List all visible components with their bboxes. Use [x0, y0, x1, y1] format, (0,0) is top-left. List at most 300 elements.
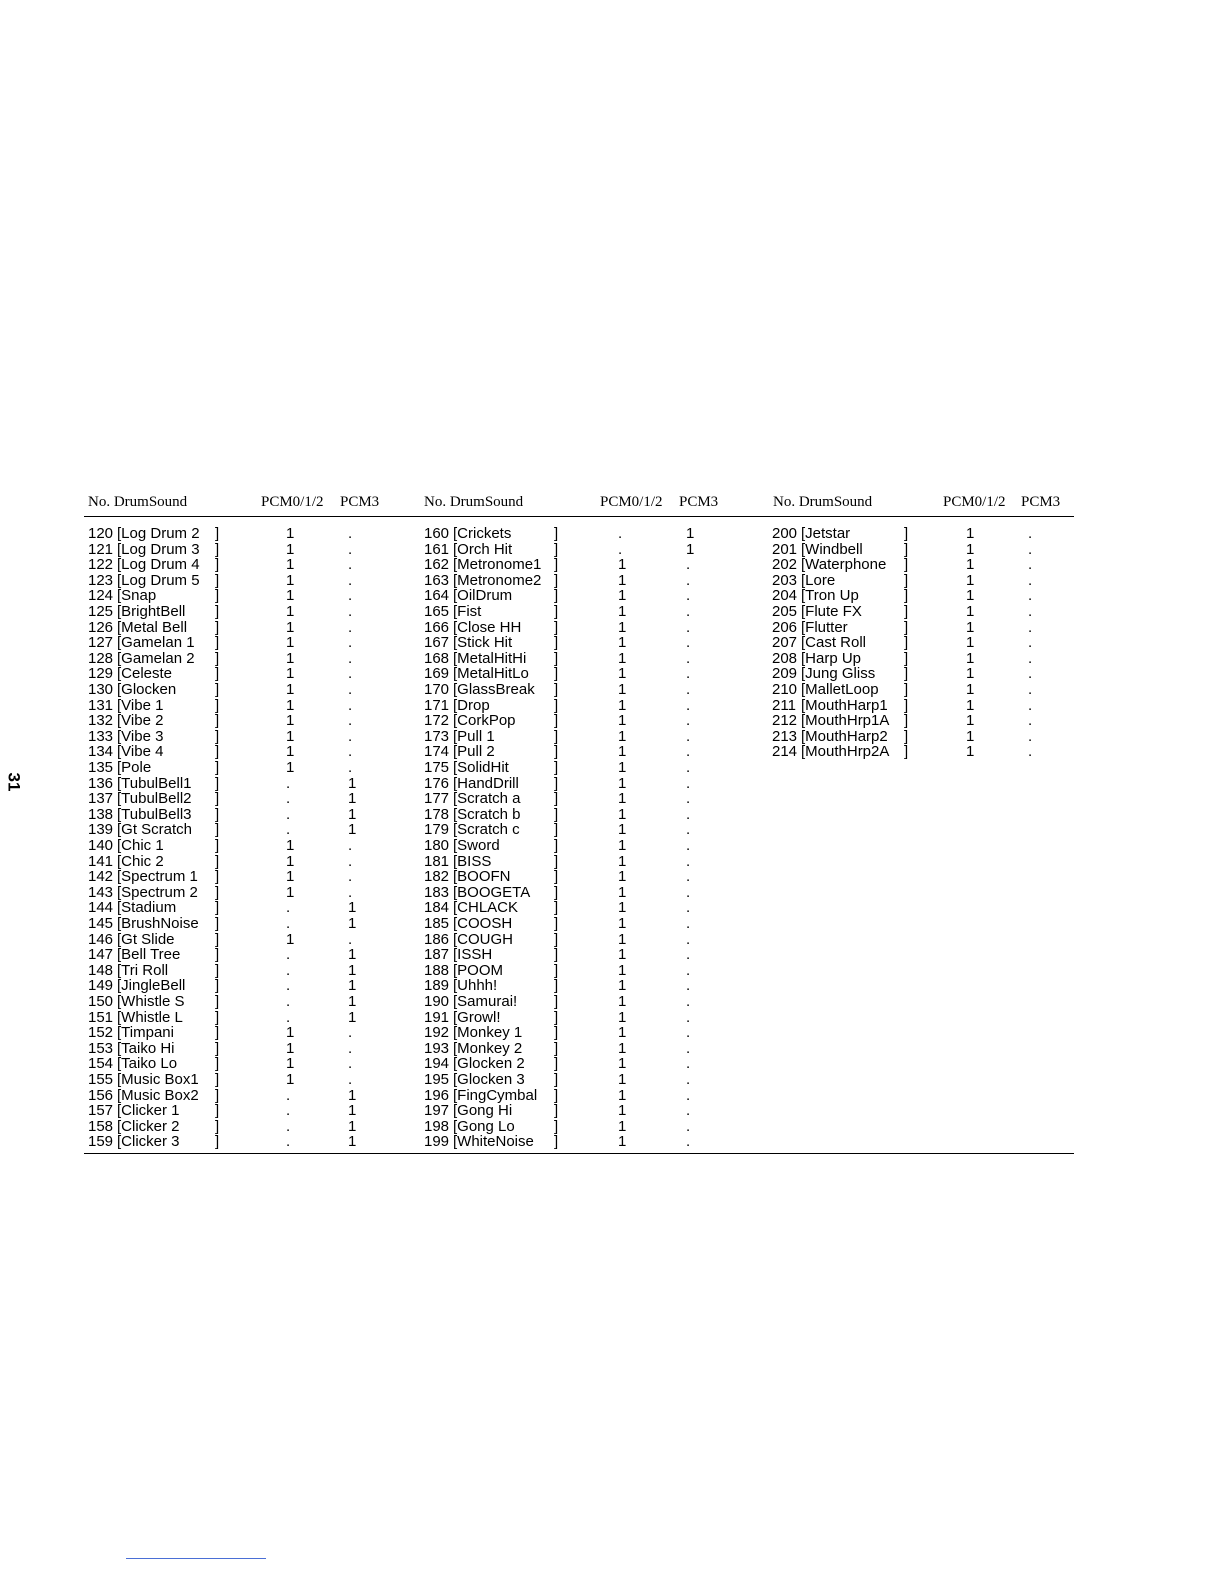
pcm3-value: .	[1028, 603, 1033, 620]
closing-bracket: ]	[554, 915, 559, 932]
pcm012-value: 1	[286, 868, 295, 886]
pcm012-value: 1	[966, 556, 975, 574]
closing-bracket: ]	[904, 540, 909, 558]
pcm012-value: 1	[618, 743, 627, 761]
sound-name: [COUGH	[453, 930, 513, 948]
pcm3-value: 1	[348, 1008, 357, 1026]
pcm3-value: .	[348, 1039, 353, 1057]
sound-number: 199	[424, 1133, 450, 1151]
closing-bracket: ]	[554, 571, 559, 589]
pcm012-value: 1	[966, 603, 975, 620]
pcm3-value: .	[686, 556, 691, 574]
pcm012-value: 1	[618, 1102, 627, 1120]
sound-name: [Glocken	[117, 681, 177, 698]
closing-bracket: ]	[215, 790, 220, 808]
pcm012-value: 1	[966, 727, 975, 745]
closing-bracket: ]	[554, 634, 559, 652]
closing-bracket: ]	[554, 883, 559, 901]
pcm012-value: 1	[966, 618, 975, 636]
sound-name: [Glocken 3	[453, 1071, 525, 1088]
pcm012-value: 1	[618, 790, 627, 808]
sound-name: [TubulBell1	[117, 774, 192, 792]
pcm012-value: 1	[618, 603, 627, 620]
pcm3-value: .	[686, 712, 691, 730]
pcm012-value: .	[286, 1008, 291, 1026]
closing-bracket: ]	[554, 603, 559, 620]
pcm3-value: .	[686, 946, 691, 964]
sound-name: [Tri Roll	[117, 961, 169, 979]
closing-bracket: ]	[215, 821, 220, 839]
pcm3-value: .	[348, 696, 353, 714]
sound-number: 148	[88, 961, 114, 979]
closing-bracket: ]	[215, 899, 220, 917]
pcm3-value: .	[686, 1102, 691, 1120]
sound-number: 165	[424, 603, 450, 620]
closing-bracket: ]	[554, 696, 559, 714]
sound-name: [Growl!	[453, 1008, 501, 1026]
pcm012-value: .	[286, 805, 291, 823]
closing-bracket: ]	[554, 790, 559, 808]
sound-number: 196	[424, 1086, 450, 1104]
header-pcm012-3: PCM0/1/2	[943, 494, 1006, 510]
pcm012-value: 1	[286, 743, 295, 761]
pcm012-value: .	[286, 946, 291, 964]
pcm012-value: 1	[618, 587, 627, 605]
sound-number: 136	[88, 774, 114, 792]
sound-number: 163	[424, 571, 450, 589]
closing-bracket: ]	[215, 868, 220, 886]
sound-number: 191	[424, 1008, 450, 1026]
pcm3-value: .	[348, 930, 353, 948]
pcm3-value: .	[686, 603, 691, 620]
pcm012-value: 1	[966, 681, 975, 698]
sound-number: 142	[88, 868, 114, 886]
header-pcm012-2: PCM0/1/2	[600, 494, 663, 510]
sound-number: 204	[772, 587, 798, 605]
closing-bracket: ]	[554, 759, 559, 776]
pcm012-value: 1	[966, 540, 975, 558]
sound-name: [Metal Bell	[117, 618, 188, 636]
closing-bracket: ]	[215, 1008, 220, 1026]
sound-name: [Music Box1	[117, 1071, 199, 1088]
pcm012-value: .	[618, 540, 623, 558]
closing-bracket: ]	[904, 649, 909, 667]
pcm3-value: 1	[686, 525, 695, 542]
pcm3-value: .	[686, 993, 691, 1010]
pcm012-value: 1	[618, 774, 627, 792]
closing-bracket: ]	[554, 946, 559, 964]
pcm012-value: 1	[966, 571, 975, 589]
sound-number: 176	[424, 774, 450, 792]
sound-name: [Jung Gliss	[801, 665, 876, 683]
sound-number: 145	[88, 915, 114, 932]
sound-number: 135	[88, 759, 114, 776]
pcm012-value: 1	[618, 696, 627, 714]
closing-bracket: ]	[904, 603, 909, 620]
pcm3-value: .	[686, 868, 691, 886]
sound-name: [Cast Roll	[801, 634, 867, 652]
closing-bracket: ]	[215, 681, 220, 698]
pcm3-value: .	[686, 1024, 691, 1042]
sound-number: 130	[88, 681, 114, 698]
closing-bracket: ]	[554, 1055, 559, 1073]
pcm3-value: .	[1028, 525, 1033, 542]
sound-name: [COOSH	[453, 915, 513, 932]
sound-name: [Gong Lo	[453, 1117, 515, 1135]
closing-bracket: ]	[215, 1133, 220, 1151]
pcm012-value: 1	[286, 852, 295, 870]
pcm3-value: .	[348, 649, 353, 667]
closing-bracket: ]	[554, 1039, 559, 1057]
sound-name: [Orch Hit	[453, 540, 513, 558]
sound-number: 137	[88, 790, 114, 808]
sound-number: 128	[88, 649, 114, 667]
pcm3-value: .	[686, 899, 691, 917]
sound-number: 213	[772, 727, 798, 745]
closing-bracket: ]	[215, 993, 220, 1010]
sound-number: 162	[424, 556, 450, 574]
pcm012-value: 1	[286, 681, 295, 698]
header-no-drumsound-1: No. DrumSound	[88, 494, 188, 510]
closing-bracket: ]	[904, 587, 909, 605]
sound-number: 188	[424, 961, 450, 979]
closing-bracket: ]	[554, 1102, 559, 1120]
pcm012-value: 1	[618, 1008, 627, 1026]
closing-bracket: ]	[215, 805, 220, 823]
pcm012-value: 1	[618, 649, 627, 667]
pcm3-value: .	[686, 696, 691, 714]
closing-bracket: ]	[215, 727, 220, 745]
pcm012-value: 1	[286, 1055, 295, 1073]
pcm3-value: 1	[348, 946, 357, 964]
pcm3-value: .	[1028, 727, 1033, 745]
closing-bracket: ]	[554, 665, 559, 683]
pcm3-value: 1	[348, 1086, 357, 1104]
pcm012-value: 1	[618, 665, 627, 683]
pcm3-value: .	[1028, 540, 1033, 558]
pcm012-value: 1	[618, 759, 627, 776]
pcm3-value: .	[686, 649, 691, 667]
sound-name: [Glocken 2	[453, 1055, 525, 1073]
pcm012-value: 1	[286, 837, 295, 854]
closing-bracket: ]	[904, 727, 909, 745]
sound-name: [Monkey 1	[453, 1024, 523, 1042]
sound-number: 169	[424, 665, 450, 683]
closing-bracket: ]	[215, 1071, 220, 1088]
pcm3-value: .	[348, 1055, 353, 1073]
pcm3-value: .	[686, 930, 691, 948]
pcm3-value: .	[1028, 571, 1033, 589]
closing-bracket: ]	[215, 618, 220, 636]
closing-bracket: ]	[904, 665, 909, 683]
sound-number: 171	[424, 696, 450, 714]
closing-bracket: ]	[904, 696, 909, 714]
sound-name: [GlassBreak	[453, 681, 535, 698]
pcm012-value: 1	[618, 1055, 627, 1073]
sound-number: 200	[772, 525, 798, 542]
closing-bracket: ]	[215, 1024, 220, 1042]
pcm3-value: .	[686, 774, 691, 792]
sound-number: 143	[88, 883, 114, 901]
sound-number: 125	[88, 603, 114, 620]
sound-name: [Drop	[453, 696, 490, 714]
sound-name: [Flutter	[801, 618, 848, 636]
pcm3-value: .	[348, 665, 353, 683]
pcm3-value: .	[348, 681, 353, 698]
sound-number: 158	[88, 1117, 114, 1135]
pcm3-value: .	[1028, 696, 1033, 714]
sound-number: 150	[88, 993, 114, 1010]
sound-number: 178	[424, 805, 450, 823]
pcm012-value: .	[286, 1117, 291, 1135]
pcm012-value: 1	[618, 930, 627, 948]
pcm012-value: 1	[618, 618, 627, 636]
closing-bracket: ]	[215, 587, 220, 605]
sound-name: [MouthHrp2A	[801, 743, 890, 761]
pcm3-value: .	[686, 1008, 691, 1026]
sound-number: 146	[88, 930, 114, 948]
pcm012-value: .	[286, 821, 291, 839]
pcm012-value: 1	[618, 1024, 627, 1042]
sound-name: [Music Box2	[117, 1086, 199, 1104]
sound-number: 170	[424, 681, 450, 698]
header-pcm3-2: PCM3	[679, 494, 719, 510]
closing-bracket: ]	[215, 1055, 220, 1073]
sound-name: [WhiteNoise	[453, 1133, 534, 1151]
closing-bracket: ]	[215, 930, 220, 948]
pcm012-value: 1	[618, 899, 627, 917]
pcm012-value: 1	[286, 649, 295, 667]
sound-number: 211	[772, 696, 796, 714]
closing-bracket: ]	[215, 525, 220, 542]
pcm012-value: 1	[966, 696, 975, 714]
sound-name: [Gamelan 1	[117, 634, 195, 652]
sound-name: [BrightBell	[117, 603, 186, 620]
sound-name: [Gt Scratch	[117, 821, 193, 839]
pcm012-value: 1	[286, 587, 295, 605]
pcm012-value: 1	[286, 618, 295, 636]
sound-name: [CHLACK	[453, 899, 519, 917]
sound-number: 187	[424, 946, 450, 964]
closing-bracket: ]	[554, 977, 559, 995]
sound-number: 164	[424, 587, 450, 605]
sound-name: [JingleBell	[117, 977, 186, 995]
pcm012-value: 1	[286, 696, 295, 714]
pcm3-value: .	[348, 587, 353, 605]
pcm012-value: 1	[966, 525, 975, 542]
pcm012-value: 1	[618, 883, 627, 901]
pcm3-value: .	[686, 1055, 691, 1073]
pcm3-value: .	[348, 634, 353, 652]
sound-number: 203	[772, 571, 798, 589]
sound-name: [Fist	[453, 603, 482, 620]
pcm012-value: .	[286, 1133, 291, 1151]
pcm012-value: .	[286, 1086, 291, 1104]
pcm3-value: .	[686, 571, 691, 589]
closing-bracket: ]	[215, 852, 220, 870]
sound-number: 180	[424, 837, 450, 854]
sound-number: 159	[88, 1133, 114, 1151]
pcm3-value: .	[348, 556, 353, 574]
pcm3-value: .	[1028, 743, 1033, 761]
sound-number: 167	[424, 634, 450, 652]
sound-name: [Metronome2	[453, 571, 542, 589]
pcm3-value: .	[348, 540, 353, 558]
header-pcm012-1: PCM0/1/2	[261, 494, 324, 510]
sound-name: [Uhhh!	[453, 977, 498, 995]
pcm012-value: .	[286, 977, 291, 995]
closing-bracket: ]	[215, 1102, 220, 1120]
sound-number: 151	[88, 1008, 114, 1026]
closing-bracket: ]	[215, 977, 220, 995]
closing-bracket: ]	[554, 1008, 559, 1026]
pcm3-value: .	[686, 1086, 691, 1104]
closing-bracket: ]	[904, 712, 909, 730]
sound-name: [Clicker 3	[117, 1133, 180, 1151]
sound-name: [Vibe 2	[117, 712, 164, 730]
sound-name: [Log Drum 4	[117, 556, 200, 574]
sound-name: [Spectrum 1	[117, 868, 198, 886]
sound-name: [Jetstar	[801, 525, 851, 542]
sound-name: [Taiko Hi	[117, 1039, 175, 1057]
pcm012-value: 1	[286, 1071, 295, 1088]
pcm012-value: 1	[618, 852, 627, 870]
sound-name: [Harp Up	[801, 649, 862, 667]
sound-number: 209	[772, 665, 798, 683]
closing-bracket: ]	[215, 603, 220, 620]
sound-number: 160	[424, 525, 450, 542]
pcm3-value: .	[348, 837, 353, 854]
closing-bracket: ]	[904, 634, 909, 652]
pcm012-value: 1	[966, 649, 975, 667]
pcm3-value: .	[686, 1117, 691, 1135]
closing-bracket: ]	[554, 805, 559, 823]
closing-bracket: ]	[215, 634, 220, 652]
sound-number: 134	[88, 743, 114, 761]
pcm012-value: .	[286, 961, 291, 979]
pcm3-value: .	[686, 1039, 691, 1057]
sound-name: [MetalHitHi	[453, 649, 527, 667]
closing-bracket: ]	[554, 1133, 559, 1151]
pcm012-value: 1	[286, 603, 295, 620]
sound-name: [Snap	[117, 587, 157, 605]
sound-number: 132	[88, 712, 114, 730]
sound-name: [Stick Hit	[453, 634, 513, 652]
sound-name: [Chic 1	[117, 837, 164, 854]
pcm012-value: 1	[286, 571, 295, 589]
header-pcm3-1: PCM3	[340, 494, 380, 510]
sound-name: [Log Drum 5	[117, 571, 200, 589]
sound-name: [Clicker 2	[117, 1117, 180, 1135]
sound-name: [MalletLoop	[801, 681, 879, 698]
pcm3-value: .	[686, 790, 691, 808]
sound-number: 208	[772, 649, 798, 667]
sound-number: 195	[424, 1071, 450, 1088]
pcm3-value: .	[348, 603, 353, 620]
pcm3-value: .	[348, 525, 353, 542]
sound-number: 192	[424, 1024, 450, 1042]
sound-name: [Pull 1	[453, 727, 495, 745]
sound-number: 122	[88, 556, 114, 574]
sound-number: 152	[88, 1024, 114, 1042]
closing-bracket: ]	[554, 649, 559, 667]
sound-name: [Chic 2	[117, 852, 164, 870]
closing-bracket: ]	[554, 930, 559, 948]
pcm012-value: 1	[286, 1039, 295, 1057]
pcm3-value: .	[1028, 634, 1033, 652]
pcm3-value: .	[1028, 681, 1033, 698]
sound-number: 179	[424, 821, 450, 839]
sound-number: 205	[772, 603, 798, 620]
sound-name: [Monkey 2	[453, 1039, 523, 1057]
pcm3-value: 1	[348, 977, 357, 995]
closing-bracket: ]	[554, 1024, 559, 1042]
pcm012-value: 1	[286, 930, 295, 948]
sound-number: 197	[424, 1102, 450, 1120]
pcm012-value: .	[286, 1102, 291, 1120]
sound-name: [Crickets	[453, 525, 512, 542]
closing-bracket: ]	[554, 540, 559, 558]
pcm3-value: .	[348, 743, 353, 761]
sound-number: 149	[88, 977, 114, 995]
closing-bracket: ]	[215, 540, 220, 558]
pcm012-value: 1	[966, 634, 975, 652]
pcm3-value: 1	[348, 899, 357, 917]
sound-name: [BOOGETA	[453, 883, 531, 901]
pcm3-value: .	[348, 868, 353, 886]
pcm012-value: 1	[286, 556, 295, 574]
pcm012-value: .	[286, 899, 291, 917]
closing-bracket: ]	[215, 556, 220, 574]
sound-name: [OilDrum	[453, 587, 513, 605]
footnote-rule	[126, 1558, 266, 1559]
closing-bracket: ]	[215, 743, 220, 761]
sound-number: 126	[88, 618, 114, 636]
closing-bracket: ]	[904, 556, 909, 574]
sound-number: 131	[88, 696, 114, 714]
pcm3-value: .	[686, 883, 691, 901]
sound-name: [Metronome1	[453, 556, 542, 574]
pcm012-value: 1	[618, 712, 627, 730]
sound-number: 194	[424, 1055, 450, 1073]
pcm012-value: 1	[618, 821, 627, 839]
table-top-rule	[84, 516, 1074, 517]
sound-number: 166	[424, 618, 450, 636]
closing-bracket: ]	[215, 571, 220, 589]
pcm3-value: 1	[348, 774, 357, 792]
sound-number: 201	[772, 540, 798, 558]
sound-number: 161	[424, 540, 450, 558]
sound-name: [BOOFN	[453, 868, 511, 886]
sound-name: [Timpani	[117, 1024, 174, 1042]
pcm012-value: 1	[618, 634, 627, 652]
sound-name: [Gamelan 2	[117, 649, 195, 667]
pcm3-value: .	[1028, 649, 1033, 667]
pcm3-value: .	[686, 961, 691, 979]
closing-bracket: ]	[554, 1117, 559, 1135]
header-no-drumsound-2: No. DrumSound	[424, 494, 524, 510]
closing-bracket: ]	[554, 556, 559, 574]
pcm3-value: .	[686, 743, 691, 761]
pcm012-value: 1	[286, 759, 295, 776]
pcm3-value: .	[348, 618, 353, 636]
sound-number: 124	[88, 587, 114, 605]
pcm012-value: 1	[618, 946, 627, 964]
sound-name: [Gt Slide	[117, 930, 175, 948]
sound-number: 177	[424, 790, 450, 808]
sound-number: 129	[88, 665, 114, 683]
sound-number: 175	[424, 759, 450, 776]
